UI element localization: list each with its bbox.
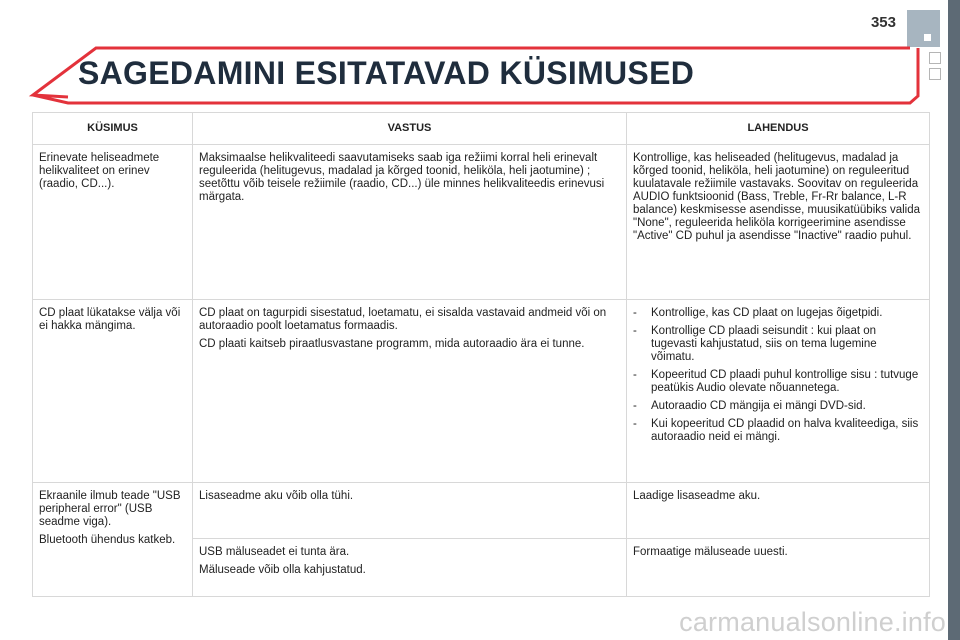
question-paragraph: Ekraanile ilmub teade "USB peripheral error" (USB seadme viga).	[39, 490, 181, 528]
table-row	[33, 483, 930, 539]
page-number: 353	[870, 14, 896, 31]
solution-cell: Laadige lisaseadme aku.	[627, 483, 930, 539]
faq-table	[32, 112, 930, 597]
dash-bullet: -	[633, 418, 637, 430]
question-paragraph: Bluetooth ühendus katkeb.	[39, 534, 176, 546]
table-header-row	[33, 113, 930, 145]
question-cell: Erinevate heliseadmete helikvaliteet on erinev (raadio, CD...).	[33, 145, 193, 300]
list-item-text: Kontrollige, kas CD plaat on lugejas õigetpidi.	[651, 307, 883, 319]
answer-paragraph: USB mäluseadet ei tunta ära.	[199, 546, 350, 558]
list-item	[633, 418, 923, 444]
answer-cell	[193, 300, 627, 483]
list-item	[633, 369, 923, 395]
answer-cell: Maksimaalse helikvaliteedi saavutamiseks saab iga režiimi korral heli erinevalt reguleerida (helitugevus, madalad ja kõrged toonid, heliköla, heli jaotumine) ; seetõttu võib teisele režiimile (raadio, CD...) üle minnes helikvaliteedis erinevusi märgata.	[193, 145, 627, 300]
watermark: carmanualsonline.info	[679, 607, 946, 637]
header-question: KÜSIMUS	[33, 113, 193, 145]
dash-bullet: -	[633, 307, 637, 319]
solution-cell: Formaatige mäluseade uuesti.	[627, 539, 930, 597]
list-item-text: Autoraadio CD mängija ei mängi DVD-sid.	[651, 400, 866, 412]
dash-bullet: -	[633, 400, 637, 412]
page-title: SAGEDAMINI ESITATAVAD KÜSIMUSED	[78, 55, 695, 91]
dash-bullet: -	[633, 369, 637, 381]
list-item-text: Kui kopeeritud CD plaadid on halva kvaliteediga, siis autoraadio neid ei mängi.	[651, 418, 919, 443]
list-item-text: Kontrollige CD plaadi seisundit : kui plaat on tugevasti kahjustatud, siis on tema lugemine võimatu.	[651, 325, 877, 363]
list-item	[633, 325, 923, 364]
answer-paragraph: Mäluseade võib olla kahjustatud.	[199, 564, 366, 576]
header-solution: LAHENDUS	[627, 113, 930, 145]
answer-paragraph: CD plaat on tagurpidi sisestatud, loetamatu, ei sisalda vastavaid andmeid või on autoraadio poolt loetamatus formaadis.	[199, 307, 607, 332]
table-row	[33, 300, 930, 483]
checkbox-icon	[929, 52, 941, 64]
header-answer: VASTUS	[193, 113, 627, 145]
dash-bullet: -	[633, 325, 637, 337]
table-row	[33, 145, 930, 300]
question-cell: CD plaat lükatakse välja või ei hakka mängima.	[33, 300, 193, 483]
solution-list	[633, 307, 923, 444]
answer-cell	[193, 539, 627, 597]
answer-cell: Lisaseadme aku võib olla tühi.	[193, 483, 627, 539]
answer-paragraph: CD plaati kaitseb piraatlusvastane programm, mida autoraadio ära ei tunne.	[199, 338, 585, 350]
list-item	[633, 307, 923, 320]
solution-cell	[627, 300, 930, 483]
list-item-text: Kopeeritud CD plaadi puhul kontrollige sisu : tutvuge peatükis Audio olevate nõuannetega.	[651, 369, 919, 394]
checkbox-icon	[929, 68, 941, 80]
solution-cell: Kontrollige, kas heliseaded (helitugevus, madalad ja kõrged toonid, heliköla, heli jaotumine) on reguleeritud kuulatavale režiimile vastavaks. Soovitav on reguleerida AUDIO funktsioonid (Bass, Treble, Fr-Rr balance, L-R balance) keskmisesse asendisse, muusikatüübiks valida "None", reguleerida heliköla korrigeerimine asendisse "Active" CD puhul ja asendisse "Inactive" raadio puhul.	[627, 145, 930, 300]
question-cell	[33, 483, 193, 597]
side-bar	[948, 0, 960, 640]
list-item	[633, 400, 923, 413]
